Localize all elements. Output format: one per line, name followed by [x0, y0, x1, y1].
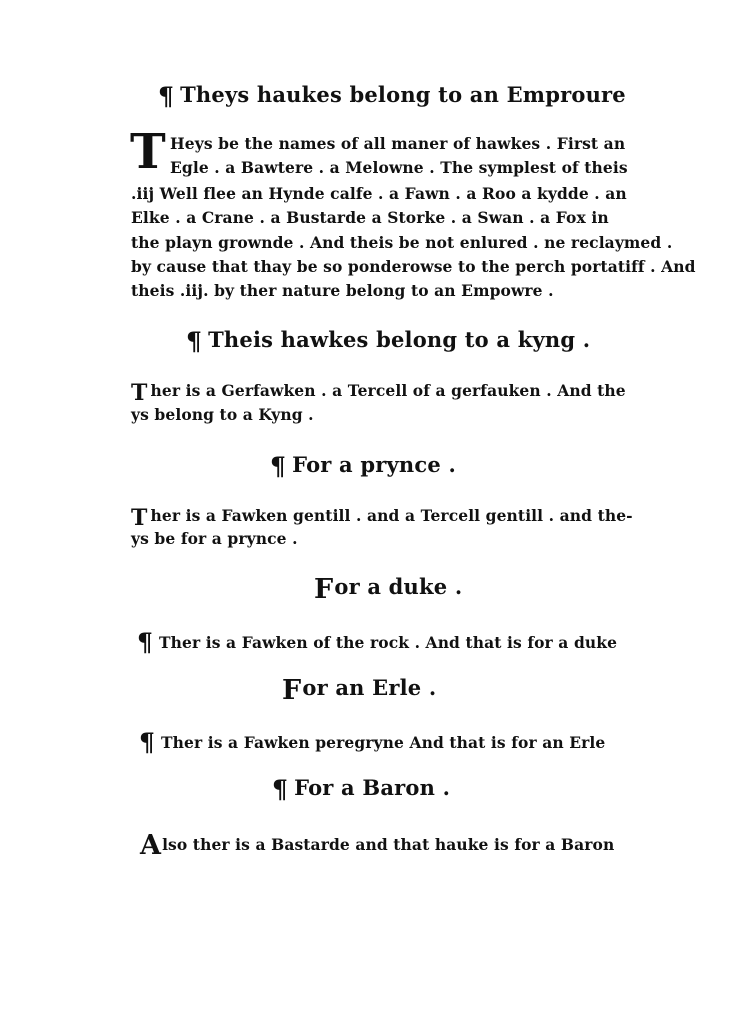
- text-line: [140, 830, 614, 861]
- pilcrow-icon: ¶: [139, 728, 156, 757]
- text-line: the playn grownde . And theis be not enlured . ne reclaymed .: [131, 233, 673, 252]
- heading-prince: [270, 452, 456, 479]
- text-line-content: lso ther is a Bastarde and that hauke is for a Baron: [162, 835, 615, 854]
- heading-king: [186, 327, 590, 354]
- pilcrow-icon: ¶: [186, 327, 203, 356]
- heading-baron: [272, 775, 450, 802]
- initial-f: F: [282, 675, 302, 706]
- text-line: ys belong to a Kyng .: [131, 405, 314, 424]
- text-line-content: her is a Fawken gentill . and a Tercell gentill . and the-: [150, 506, 633, 525]
- text-line: Egle . a Bawtere . a Melowne . The symplest of theis: [170, 158, 628, 177]
- pilcrow-icon: ¶: [272, 775, 289, 804]
- text-line: [139, 730, 605, 755]
- text-line: [131, 505, 633, 531]
- text-line: ys be for a prynce .: [131, 529, 298, 548]
- heading-emperor: [158, 82, 626, 109]
- heading-baron-text: For a Baron .: [294, 775, 451, 800]
- text-line-content: Ther is a Fawken of the rock . And that is for a duke: [159, 633, 618, 652]
- drop-cap-t: T: [130, 124, 166, 180]
- heading-emperor-text: Theys haukes belong to an Emproure: [180, 82, 626, 107]
- pilcrow-icon: ¶: [137, 628, 154, 657]
- heading-king-text: Theis hawkes belong to a kyng .: [208, 327, 591, 352]
- text-line: .iij Well flee an Hynde calfe . a Fawn . a Roo a kydde . an: [131, 184, 627, 203]
- heading-earl-text: or an Erle .: [302, 675, 437, 700]
- heading-duke: [314, 574, 462, 605]
- text-line-content: her is a Gerfawken . a Tercell of a gerfauken . And the: [150, 381, 626, 400]
- heading-prince-text: For a prynce .: [292, 452, 456, 477]
- pilcrow-icon: ¶: [270, 452, 287, 481]
- initial-t: T: [131, 380, 148, 406]
- initial-a: A: [140, 830, 162, 861]
- text-line: [137, 630, 617, 655]
- initial-t: T: [131, 505, 148, 531]
- heading-earl: [282, 675, 436, 706]
- text-line: Heys be the names of all maner of hawkes . First an: [170, 134, 626, 153]
- text-line: by cause that thay be so ponderowse to the perch portatiff . And: [131, 257, 696, 276]
- text-line: theis .iij. by ther nature belong to an Empowre .: [131, 281, 554, 300]
- heading-duke-text: or a duke .: [334, 574, 463, 599]
- text-line: Elke . a Crane . a Bustarde a Storke . a Swan . a Fox in: [131, 208, 609, 227]
- pilcrow-icon: ¶: [158, 82, 175, 111]
- text-line-content: Ther is a Fawken peregryne And that is for an Erle: [161, 733, 606, 752]
- initial-f: F: [314, 574, 334, 605]
- text-line: [131, 380, 626, 406]
